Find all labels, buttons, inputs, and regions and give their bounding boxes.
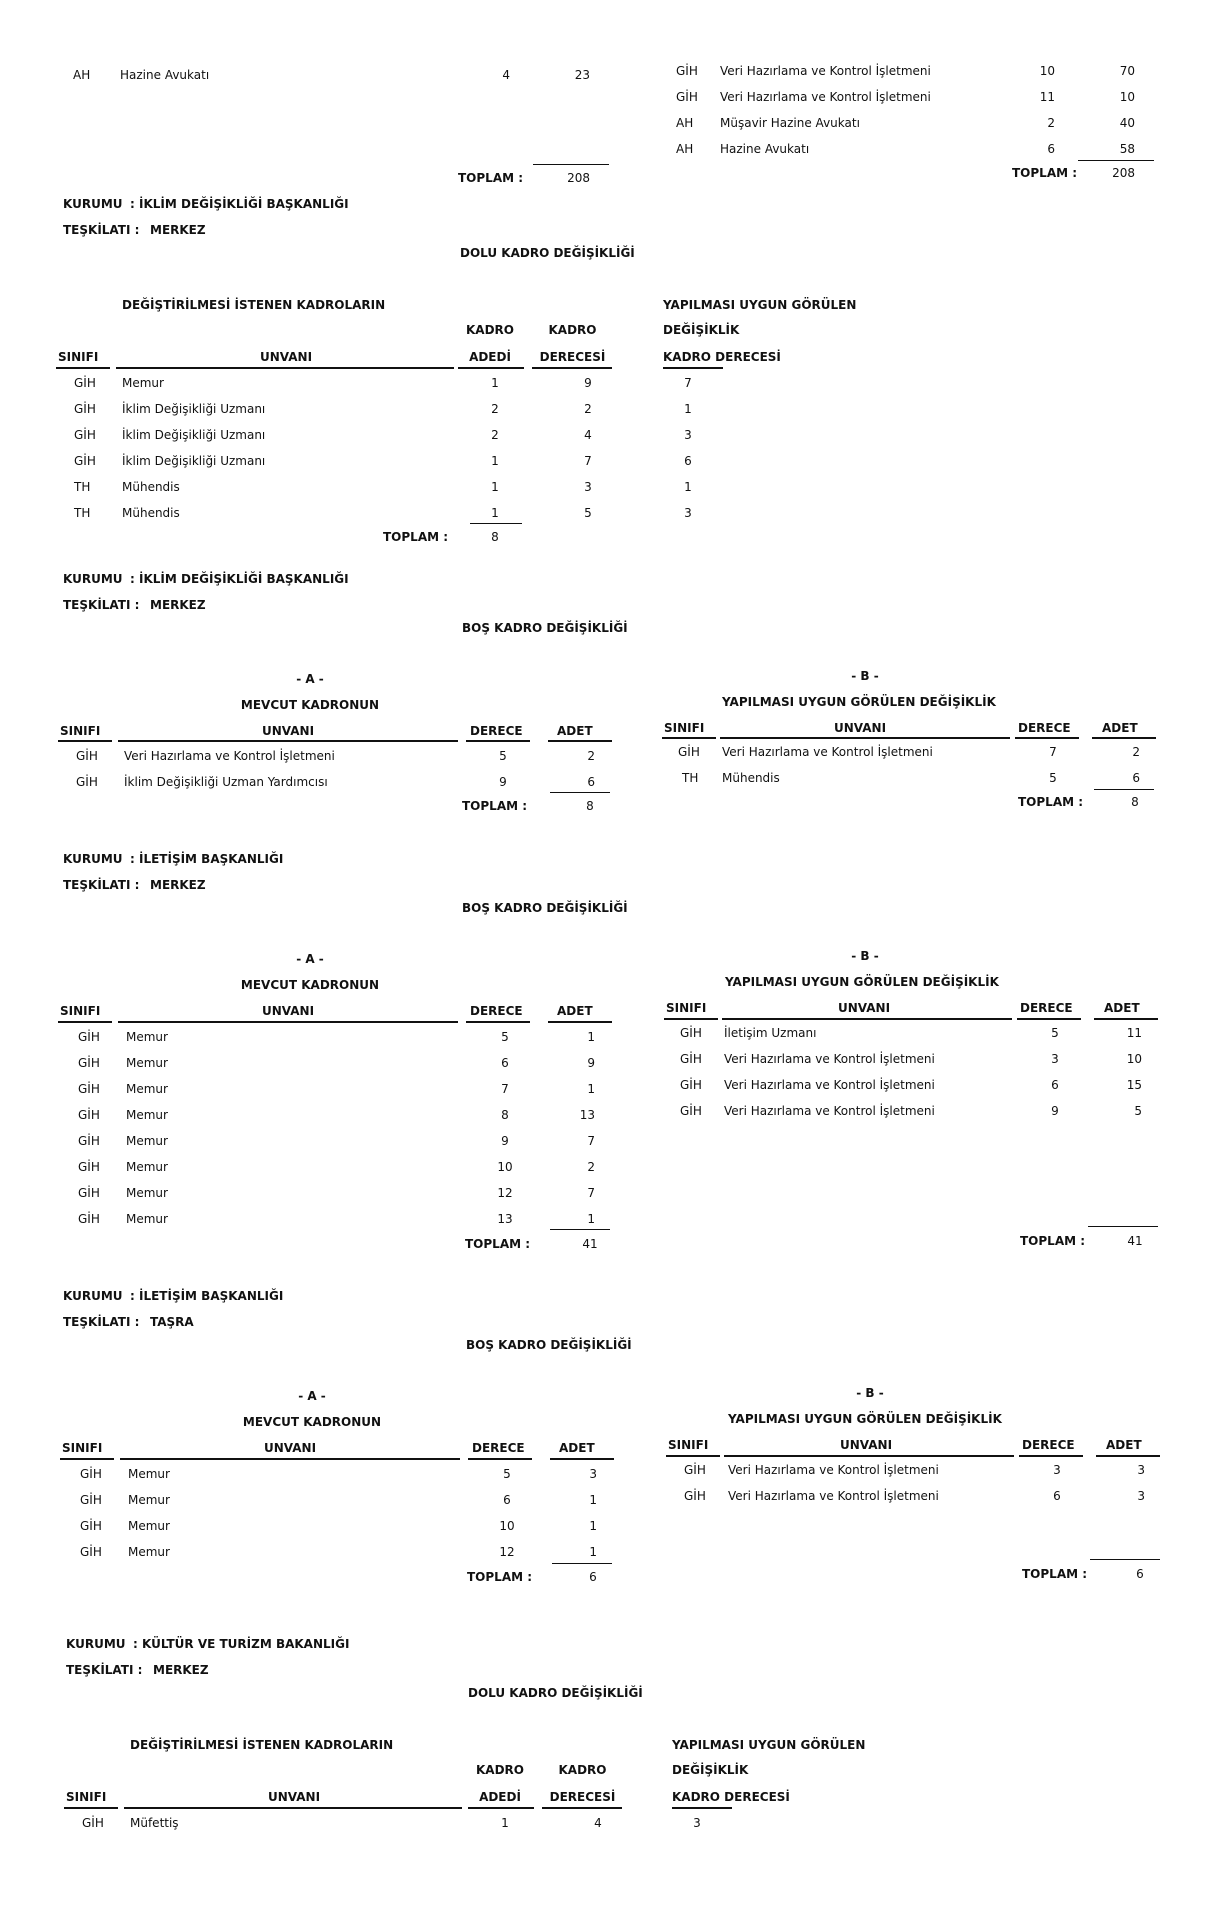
table-cell-derece: 4 (594, 1816, 602, 1830)
total-divider (1088, 1226, 1158, 1227)
column-header-derece: DERECE (1020, 1001, 1073, 1015)
header-underline (722, 1018, 1012, 1020)
teskilati-label: TEŞKİLATI : (63, 1315, 140, 1329)
table-cell-adet: 5 (1134, 1104, 1142, 1118)
table-cell-unvan: Veri Hazırlama ve Kontrol İşletmeni (724, 1052, 935, 1066)
header-underline (548, 740, 612, 742)
table-cell-sinif: GİH (684, 1489, 706, 1503)
table-cell-derece: 6 (503, 1493, 511, 1507)
kurumu-label: KURUMU (63, 572, 123, 586)
table-cell-sinif: TH (682, 771, 699, 785)
total-label: TOPLAM : (1020, 1234, 1086, 1248)
table-cell-unvan: Memur (126, 1212, 168, 1226)
header-underline (458, 367, 524, 369)
table-cell-adet: 3 (589, 1467, 597, 1481)
table-cell-sinif: GİH (684, 1463, 706, 1477)
table-title: DEĞİŞTİRİLMESİ İSTENEN KADROLARIN (122, 298, 386, 312)
table-cell-adet: 1 (491, 506, 499, 520)
table-cell-value: 58 (1119, 142, 1135, 156)
total-label: TOPLAM : (383, 530, 449, 544)
total-divider (550, 1229, 610, 1230)
table-cell-adet: 2 (491, 402, 499, 416)
part-b-title: YAPILMASI UYGUN GÖRÜLEN DEĞİŞİKLİK (725, 975, 999, 989)
column-header-unvan: UNVANI (840, 1438, 893, 1452)
column-header-adedi: ADEDİ (479, 1790, 521, 1804)
table-cell-unvan: Mühendis (722, 771, 780, 785)
table-cell-derece: 5 (501, 1030, 509, 1044)
table-cell-derece: 9 (1051, 1104, 1059, 1118)
kurumu-label: KURUMU (63, 852, 123, 866)
table-cell-value: 6 (1047, 142, 1055, 156)
header-underline (1015, 737, 1079, 739)
header-underline (58, 740, 112, 742)
total-value: 8 (491, 530, 499, 544)
column-header-unvan: UNVANI (834, 721, 887, 735)
kurumu-value: İKLİM DEĞİŞİKLİĞİ BAŞKANLIĞI (138, 197, 349, 211)
table-cell-unvan: Memur (126, 1082, 168, 1096)
total-label: TOPLAM : (1018, 795, 1084, 809)
table-cell-adet: 1 (491, 454, 499, 468)
table-cell-sinif: GİH (80, 1467, 102, 1481)
column-header-derecesi: DERECESİ (549, 1790, 616, 1804)
table-cell-sinif: GİH (76, 749, 98, 763)
teskilati-label: TEŞKİLATI : (63, 598, 140, 612)
table-cell-adet: 15 (1126, 1078, 1142, 1092)
table-cell-sinif: GİH (76, 775, 98, 789)
table-cell-derece: 5 (499, 749, 507, 763)
table-cell-sinif: TH (74, 506, 91, 520)
table-cell-derece: 5 (1049, 771, 1057, 785)
table-cell-sinif: GİH (74, 428, 96, 442)
table-cell-derece: 5 (503, 1467, 511, 1481)
table-cell-unvan: Veri Hazırlama ve Kontrol İşletmeni (724, 1104, 935, 1118)
part-a-mark: - A - (296, 952, 324, 966)
table-cell-sinif: GİH (82, 1816, 104, 1830)
header-underline (1094, 1018, 1158, 1020)
table-cell-unvan: Memur (126, 1186, 168, 1200)
table-cell-sinif: GİH (80, 1519, 102, 1533)
table-cell-derece: 9 (499, 775, 507, 789)
part-b-mark: - B - (851, 669, 879, 683)
table-cell-adet: 1 (587, 1030, 595, 1044)
table-cell-unvan: Veri Hazırlama ve Kontrol İşletmeni (124, 749, 335, 763)
table-title: YAPILMASI UYGUN GÖRÜLEN (663, 298, 857, 312)
table-cell-adet: 2 (587, 1160, 595, 1174)
teskilati-label: TEŞKİLATI : (66, 1663, 143, 1677)
table-cell-sinif: GİH (78, 1212, 100, 1226)
column-header-unvan: UNVANI (260, 350, 313, 364)
header-underline (724, 1455, 1014, 1457)
column-header-unvan: UNVANI (268, 1790, 321, 1804)
column-header: KADRO (548, 323, 597, 337)
table-cell-adet: 1 (587, 1082, 595, 1096)
table-cell-adet: 1 (589, 1493, 597, 1507)
header-underline (532, 367, 612, 369)
table-cell-unvan: Mühendis (122, 480, 180, 494)
table-cell-derece: 3 (1051, 1052, 1059, 1066)
section-heading: DOLU KADRO DEĞİŞİKLİĞİ (468, 1686, 643, 1700)
header-underline (663, 367, 723, 369)
table-cell-value: 2 (1047, 116, 1055, 130)
column-header-sinif: SINIFI (664, 721, 705, 735)
total-value: 8 (586, 799, 594, 813)
table-cell-sinif: GİH (78, 1186, 100, 1200)
total-divider (1090, 1559, 1160, 1560)
column-header-sinif: SINIFI (62, 1441, 103, 1455)
kurumu-label: KURUMU (63, 1289, 123, 1303)
table-cell-derece: 5 (584, 506, 592, 520)
table-cell-value: 10 (1039, 64, 1055, 78)
column-header-derece: DERECE (1018, 721, 1071, 735)
table-cell-sinif: GİH (74, 376, 96, 390)
table-cell-unvan: Memur (126, 1160, 168, 1174)
total-label: TOPLAM : (1012, 166, 1078, 180)
column-header-sinif: SINIFI (668, 1438, 709, 1452)
column-header-sinif: SINIFI (66, 1790, 107, 1804)
table-cell-value: 4 (502, 68, 510, 82)
table-cell-unvan: İklim Değişikliği Uzmanı (122, 454, 266, 468)
header-underline (118, 1021, 458, 1023)
table-cell-yeni: 3 (684, 428, 692, 442)
column-header-adedi: ADEDİ (469, 350, 511, 364)
total-label: TOPLAM : (465, 1237, 531, 1251)
table-cell-unvan: İletişim Uzmanı (724, 1026, 817, 1040)
part-b-title: YAPILMASI UYGUN GÖRÜLEN DEĞİŞİKLİK (722, 695, 996, 709)
table-cell-adet: 9 (587, 1056, 595, 1070)
table-cell-value: 40 (1119, 116, 1135, 130)
table-cell-adet: 3 (1137, 1463, 1145, 1477)
teskilati-label: TEŞKİLATI : (63, 878, 140, 892)
kurumu-value: İKLİM DEĞİŞİKLİĞİ BAŞKANLIĞI (138, 572, 349, 586)
section-heading: BOŞ KADRO DEĞİŞİKLİĞİ (466, 1338, 632, 1352)
table-cell-unvan: Müşavir Hazine Avukatı (720, 116, 860, 130)
column-header-sinif: SINIFI (666, 1001, 707, 1015)
column-header-sinif: SINIFI (60, 724, 101, 738)
table-cell-adet: 2 (1132, 745, 1140, 759)
table-cell-yeni: 1 (684, 480, 692, 494)
table-cell-derece: 3 (584, 480, 592, 494)
table-cell-unvan: Veri Hazırlama ve Kontrol İşletmeni (720, 64, 931, 78)
table-cell-derece: 6 (501, 1056, 509, 1070)
table-cell-adet: 13 (579, 1108, 595, 1122)
table-title: YAPILMASI UYGUN GÖRÜLEN (672, 1738, 866, 1752)
table-cell-derece: 9 (584, 376, 592, 390)
teskilati-value: MERKEZ (150, 878, 206, 892)
total-label: TOPLAM : (1022, 1567, 1088, 1581)
total-value: 41 (1127, 1234, 1143, 1248)
kurumu-label: KURUMU (63, 197, 123, 211)
table-cell-derece: 2 (584, 402, 592, 416)
table-cell-sinif: GİH (80, 1545, 102, 1559)
table-title: DEĞİŞTİRİLMESİ İSTENEN KADROLARIN (130, 1738, 394, 1752)
table-cell-derece: 9 (501, 1134, 509, 1148)
column-header: KADRO (558, 1763, 607, 1777)
kurumu-value: İLETİŞİM BAŞKANLIĞI (138, 1289, 284, 1303)
total-value: 208 (1112, 166, 1135, 180)
table-cell-derece: 12 (499, 1545, 515, 1559)
table-cell-sinif: GİH (680, 1026, 702, 1040)
table-cell-unvan: Memur (126, 1108, 168, 1122)
header-underline (58, 1021, 112, 1023)
total-value: 41 (582, 1237, 598, 1251)
table-cell-adet: 1 (501, 1816, 509, 1830)
table-cell-sinif: GİH (78, 1056, 100, 1070)
section-heading: DOLU KADRO DEĞİŞİKLİĞİ (460, 246, 635, 260)
part-a-mark: - A - (298, 1389, 326, 1403)
column-header-derece: DERECE (1022, 1438, 1075, 1452)
table-cell-derece: 6 (1053, 1489, 1061, 1503)
header-underline (548, 1021, 612, 1023)
table-cell-unvan: Veri Hazırlama ve Kontrol İşletmeni (720, 90, 931, 104)
table-title: DEĞİŞİKLİK (672, 1763, 749, 1777)
total-value: 6 (589, 1570, 597, 1584)
table-cell-unvan: Memur (126, 1134, 168, 1148)
column-header-derece: DERECE (470, 724, 523, 738)
part-a-title: MEVCUT KADRONUN (240, 698, 380, 712)
total-divider (470, 523, 522, 524)
teskilati-value: MERKEZ (150, 223, 206, 237)
section-heading: BOŞ KADRO DEĞİŞİKLİĞİ (462, 901, 628, 915)
table-cell-sinif: GİH (74, 402, 96, 416)
table-cell-unvan: Memur (122, 376, 164, 390)
table-cell-adet: 1 (589, 1519, 597, 1533)
table-cell-yeni: 6 (684, 454, 692, 468)
header-underline (124, 1807, 462, 1809)
table-cell-value: 23 (574, 68, 590, 82)
table-cell-adet: 7 (587, 1186, 595, 1200)
table-cell-unvan: Memur (126, 1030, 168, 1044)
table-cell-value: 70 (1119, 64, 1135, 78)
table-cell-adet: 2 (587, 749, 595, 763)
table-cell-unvan: İklim Değişikliği Uzman Yardımcısı (124, 775, 328, 789)
column-header-adet: ADET (559, 1441, 595, 1455)
column-header-adet: ADET (1102, 721, 1138, 735)
table-cell-sinif: GİH (676, 90, 698, 104)
table-cell-unvan: Memur (128, 1493, 170, 1507)
total-value: 6 (1136, 1567, 1144, 1581)
total-divider (550, 792, 610, 793)
part-b-mark: - B - (851, 949, 879, 963)
teskilati-value: MERKEZ (153, 1663, 209, 1677)
table-cell-sinif: AH (676, 116, 694, 130)
column-header-sinif: SINIFI (58, 350, 99, 364)
column-header-yeni: KADRO DERECESİ (663, 350, 781, 364)
header-underline (720, 737, 1010, 739)
header-underline (664, 1018, 718, 1020)
table-cell-unvan: Memur (126, 1056, 168, 1070)
header-underline (56, 367, 110, 369)
total-label: TOPLAM : (458, 171, 524, 185)
section-heading: BOŞ KADRO DEĞİŞİKLİĞİ (462, 621, 628, 635)
table-cell-value: 11 (1039, 90, 1055, 104)
total-value: 208 (567, 171, 590, 185)
table-cell-sinif: GİH (78, 1082, 100, 1096)
part-b-mark: - B - (856, 1386, 884, 1400)
table-cell-sinif: GİH (678, 745, 700, 759)
total-value: 8 (1131, 795, 1139, 809)
teskilati-value: MERKEZ (150, 598, 206, 612)
header-underline (466, 1021, 530, 1023)
table-cell-adet: 7 (587, 1134, 595, 1148)
header-underline (1092, 737, 1156, 739)
table-cell-sinif: GİH (680, 1104, 702, 1118)
table-cell-sinif: AH (676, 142, 694, 156)
table-cell-unvan: Veri Hazırlama ve Kontrol İşletmeni (728, 1489, 939, 1503)
total-divider (1078, 160, 1154, 161)
table-cell-derece: 7 (1049, 745, 1057, 759)
table-cell-unvan: İklim Değişikliği Uzmanı (122, 428, 266, 442)
table-cell-derece: 5 (1051, 1026, 1059, 1040)
kurumu-value: İLETİŞİM BAŞKANLIĞI (138, 852, 284, 866)
table-cell-derece: 10 (499, 1519, 515, 1533)
column-header-adet: ADET (1104, 1001, 1140, 1015)
total-divider (1094, 789, 1154, 790)
header-underline (468, 1807, 534, 1809)
column-header-adet: ADET (1106, 1438, 1142, 1452)
column-header-yeni: KADRO DERECESİ (672, 1790, 790, 1804)
total-label: TOPLAM : (462, 799, 528, 813)
table-cell-unvan: Veri Hazırlama ve Kontrol İşletmeni (722, 745, 933, 759)
column-header: KADRO (466, 323, 514, 337)
table-cell-sinif: GİH (78, 1108, 100, 1122)
table-cell-derece: 4 (584, 428, 592, 442)
column-header-derece: DERECE (470, 1004, 523, 1018)
column-header-unvan: UNVANI (264, 1441, 317, 1455)
kurumu-label: KURUMU (66, 1637, 126, 1651)
column-header-sinif: SINIFI (60, 1004, 101, 1018)
table-cell-sinif: GİH (78, 1030, 100, 1044)
table-cell-derece: 10 (497, 1160, 513, 1174)
table-cell-unvan: Hazine Avukatı (120, 68, 210, 82)
header-underline (662, 737, 716, 739)
table-cell-derece: 7 (501, 1082, 509, 1096)
table-cell-adet: 3 (1137, 1489, 1145, 1503)
header-underline (118, 740, 458, 742)
column-header-adet: ADET (557, 724, 593, 738)
part-a-title: MEVCUT KADRONUN (240, 978, 380, 992)
column-header-unvan: UNVANI (262, 724, 315, 738)
header-underline (1017, 1018, 1081, 1020)
part-a-mark: - A - (296, 672, 324, 686)
table-cell-unvan: İklim Değişikliği Uzmanı (122, 402, 266, 416)
column-header-derecesi: DERECESİ (539, 350, 606, 364)
table-cell-unvan: Memur (128, 1519, 170, 1533)
column-header: KADRO (476, 1763, 524, 1777)
header-underline (666, 1455, 720, 1457)
table-cell-adet: 1 (587, 1212, 595, 1226)
table-cell-yeni: 1 (684, 402, 692, 416)
header-underline (1096, 1455, 1160, 1457)
kurumu-value: KÜLTÜR VE TURİZM BAKANLIĞI (141, 1637, 350, 1651)
table-cell-unvan: Memur (128, 1467, 170, 1481)
header-underline (60, 1458, 114, 1460)
header-underline (542, 1807, 622, 1809)
table-cell-sinif: GİH (680, 1078, 702, 1092)
header-underline (64, 1807, 118, 1809)
table-cell-sinif: GİH (80, 1493, 102, 1507)
part-b-title: YAPILMASI UYGUN GÖRÜLEN DEĞİŞİKLİK (728, 1412, 1002, 1426)
table-cell-sinif: AH (73, 68, 91, 82)
table-cell-yeni: 3 (693, 1816, 701, 1830)
table-cell-sinif: GİH (74, 454, 96, 468)
table-cell-adet: 1 (589, 1545, 597, 1559)
table-cell-sinif: GİH (78, 1160, 100, 1174)
table-cell-sinif: GİH (78, 1134, 100, 1148)
table-cell-adet: 11 (1126, 1026, 1142, 1040)
header-underline (468, 1458, 532, 1460)
table-cell-derece: 13 (497, 1212, 513, 1226)
header-underline (120, 1458, 460, 1460)
header-underline (466, 740, 530, 742)
table-cell-yeni: 7 (684, 376, 692, 390)
table-cell-unvan: Veri Hazırlama ve Kontrol İşletmeni (728, 1463, 939, 1477)
table-cell-unvan: Memur (128, 1545, 170, 1559)
table-cell-sinif: TH (74, 480, 91, 494)
table-cell-derece: 3 (1053, 1463, 1061, 1477)
header-underline (550, 1458, 614, 1460)
table-cell-adet: 6 (1132, 771, 1140, 785)
column-header-unvan: UNVANI (262, 1004, 315, 1018)
table-title: DEĞİŞİKLİK (663, 323, 740, 337)
table-cell-adet: 1 (491, 376, 499, 390)
table-cell-adet: 6 (587, 775, 595, 789)
table-cell-unvan: Mühendis (122, 506, 180, 520)
total-divider (533, 164, 609, 165)
header-underline (116, 367, 454, 369)
part-a-title: MEVCUT KADRONUN (242, 1415, 382, 1429)
teskilati-label: TEŞKİLATI : (63, 223, 140, 237)
header-underline (672, 1807, 732, 1809)
table-cell-sinif: GİH (676, 64, 698, 78)
teskilati-value: TAŞRA (150, 1315, 194, 1329)
column-header-adet: ADET (557, 1004, 593, 1018)
header-underline (1019, 1455, 1083, 1457)
table-cell-adet: 2 (491, 428, 499, 442)
column-header-derece: DERECE (472, 1441, 525, 1455)
table-cell-sinif: GİH (680, 1052, 702, 1066)
table-cell-adet: 10 (1126, 1052, 1142, 1066)
total-label: TOPLAM : (467, 1570, 533, 1584)
table-cell-unvan: Hazine Avukatı (720, 142, 810, 156)
column-header-unvan: UNVANI (838, 1001, 891, 1015)
table-cell-value: 10 (1119, 90, 1135, 104)
table-cell-adet: 1 (491, 480, 499, 494)
table-cell-derece: 7 (584, 454, 592, 468)
total-divider (552, 1563, 612, 1564)
table-cell-derece: 8 (501, 1108, 509, 1122)
table-cell-unvan: Müfettiş (130, 1816, 179, 1830)
table-cell-yeni: 3 (684, 506, 692, 520)
table-cell-unvan: Veri Hazırlama ve Kontrol İşletmeni (724, 1078, 935, 1092)
table-cell-derece: 12 (497, 1186, 513, 1200)
table-cell-derece: 6 (1051, 1078, 1059, 1092)
